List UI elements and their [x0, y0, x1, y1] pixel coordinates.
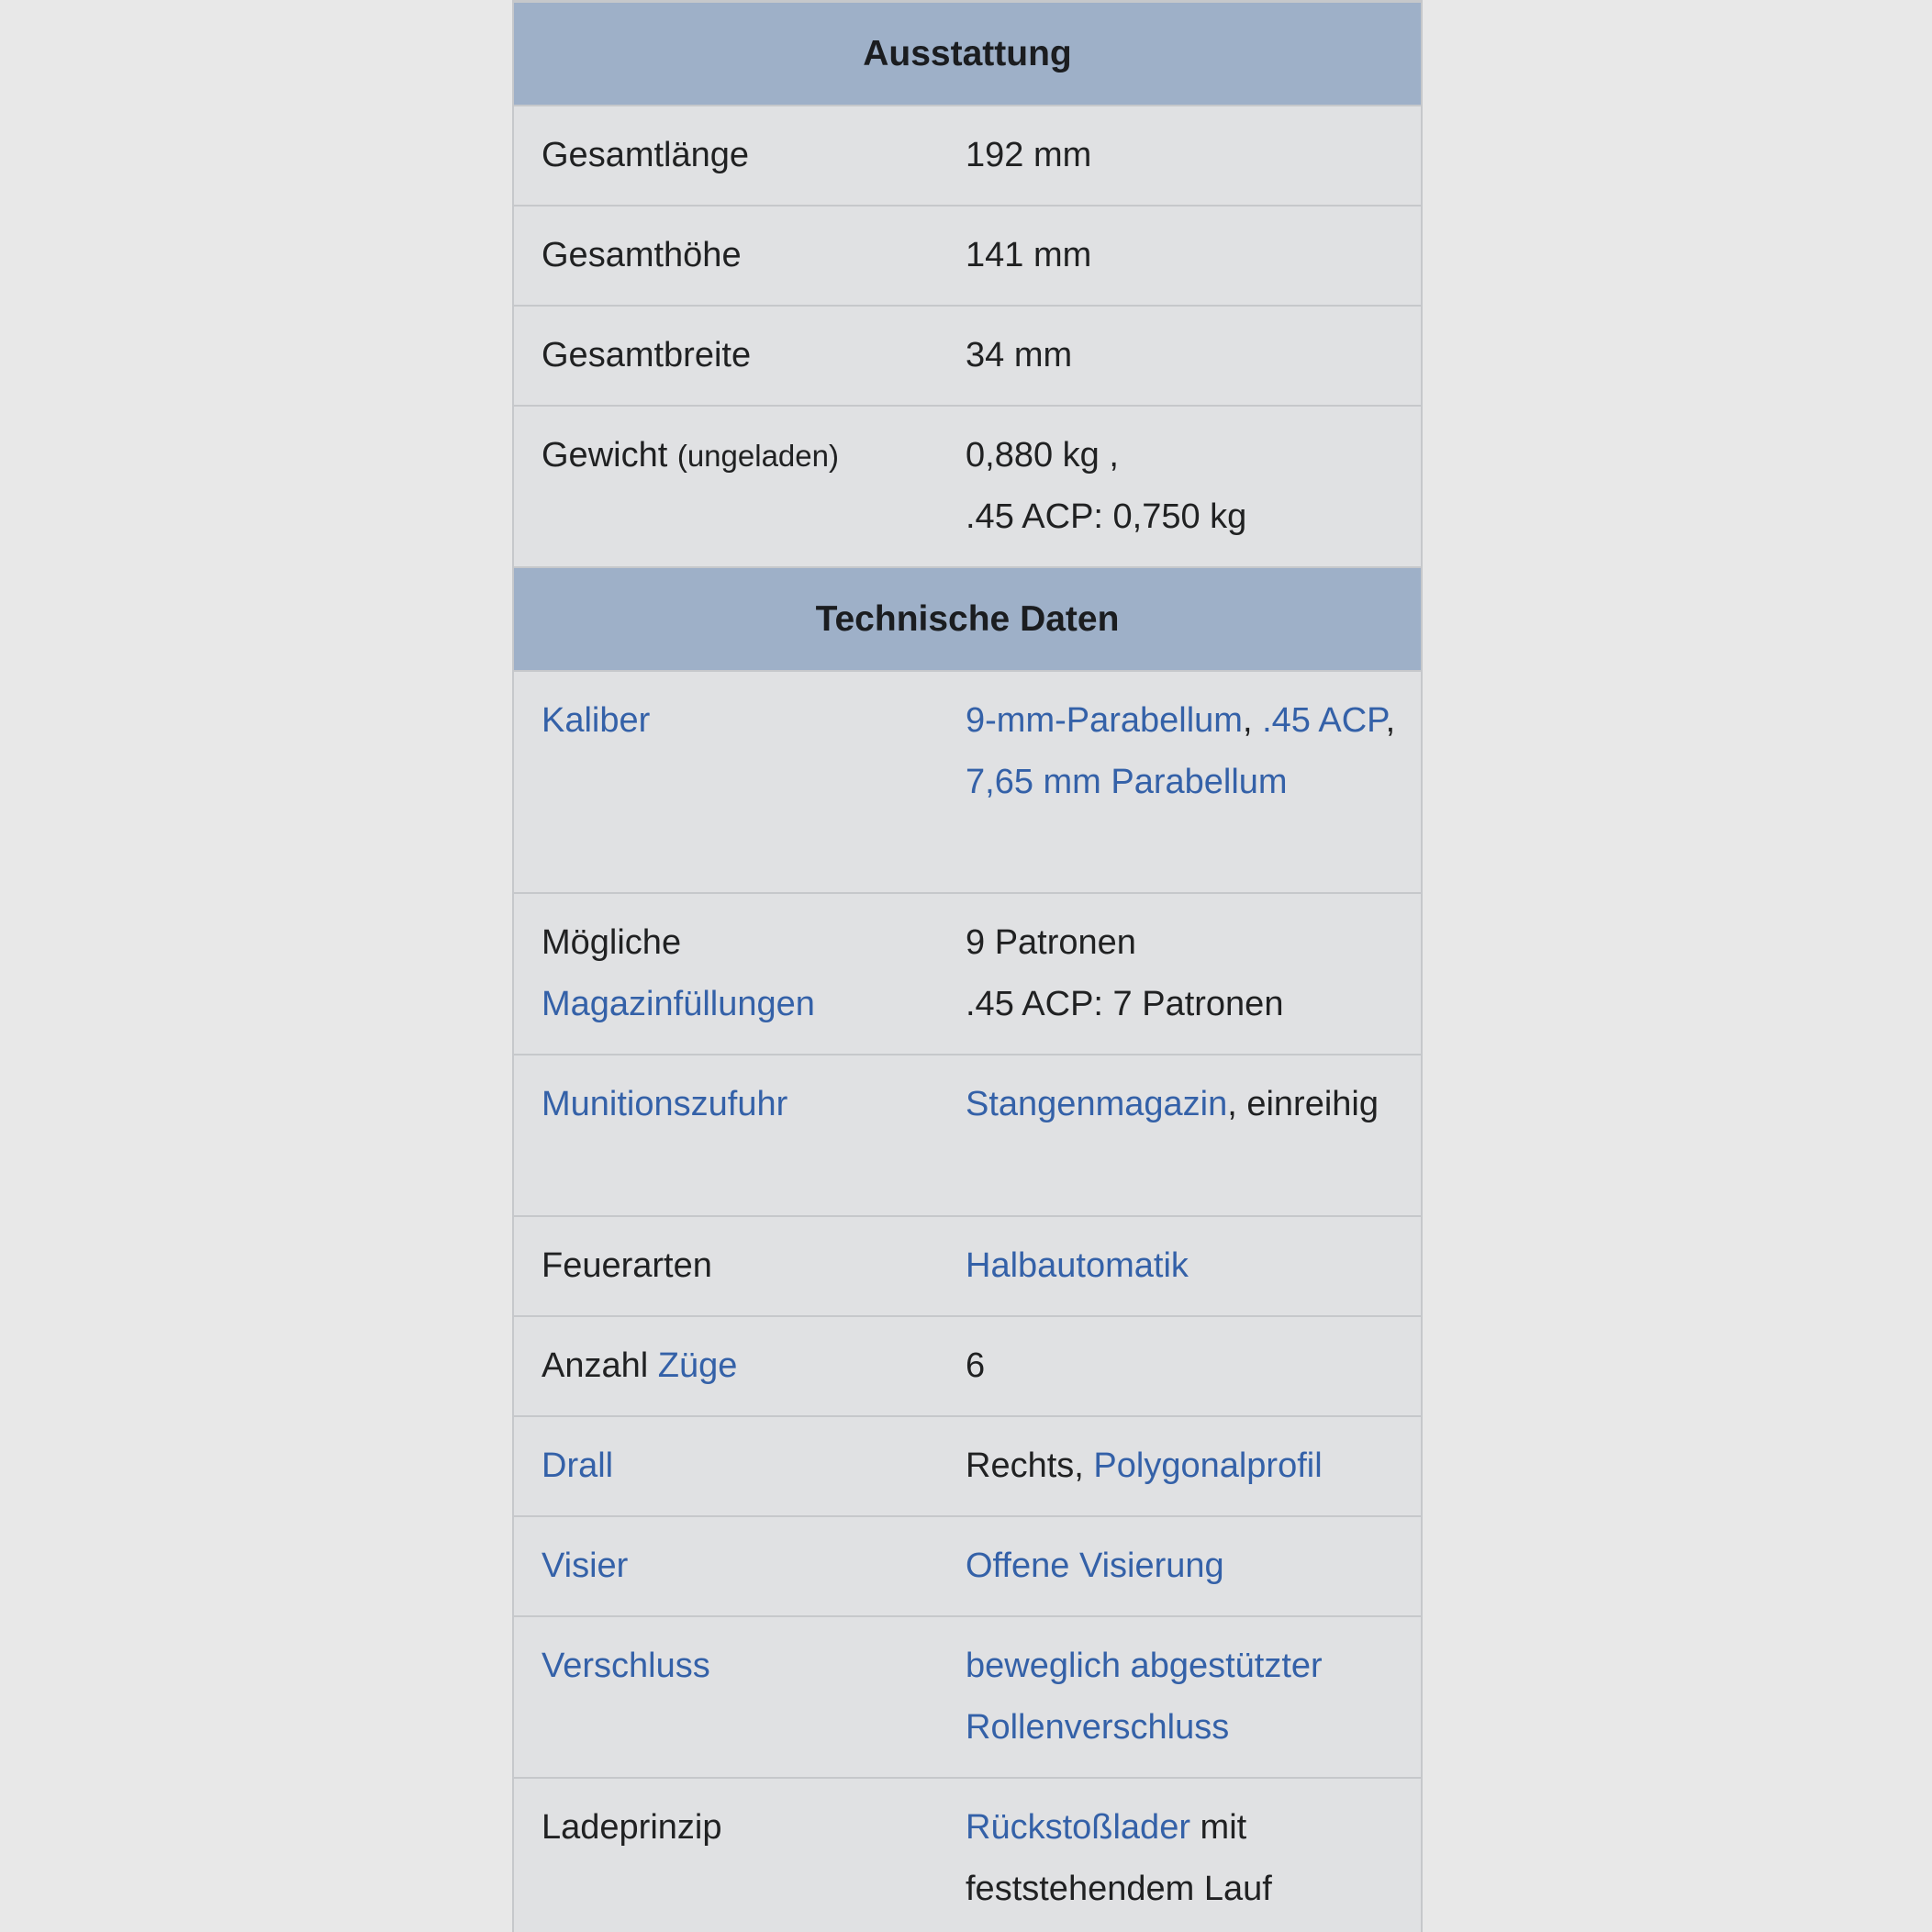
link-verschluss[interactable]: Verschluss: [542, 1647, 710, 1685]
separator: ,: [1385, 701, 1396, 740]
table-row: [513, 106, 1422, 206]
row-label: Feuerarten: [542, 1246, 712, 1285]
table-row: [513, 1778, 1422, 1932]
row-value: 34 mm: [966, 336, 1073, 374]
row-value: Rechts,: [966, 1446, 1084, 1485]
row-value-line: .45 ACP: 0,750 kg: [966, 497, 1247, 536]
link-magazinfuellungen[interactable]: Magazinfüllungen: [542, 985, 815, 1023]
row-value: 6: [966, 1346, 986, 1385]
link-drall[interactable]: Drall: [542, 1446, 614, 1485]
row-label: Ladeprinzip: [542, 1808, 722, 1847]
row-value-line: 9 Patronen: [966, 923, 1136, 962]
section-title-technische-daten: Technische Daten: [513, 567, 1422, 671]
table-row: [513, 406, 1422, 567]
link-rollenverschluss[interactable]: beweglich abgestützter Rollenverschluss: [966, 1647, 1323, 1747]
table-row: [513, 671, 1422, 893]
row-label: Mögliche: [542, 923, 682, 962]
separator: ,: [1242, 701, 1253, 740]
link-munitionszufuhr[interactable]: Munitionszufuhr: [542, 1085, 788, 1123]
link-visier[interactable]: Visier: [542, 1547, 629, 1585]
table-row: [513, 306, 1422, 406]
link-765-parabellum[interactable]: 7,65 mm Parabellum: [966, 763, 1288, 801]
row-label: Gesamtlänge: [542, 136, 750, 174]
link-offene-visierung[interactable]: Offene Visierung: [966, 1547, 1224, 1585]
table-row: [513, 1055, 1422, 1216]
table-row: [513, 893, 1422, 1055]
row-value-rest: mit feststehendem Lauf: [966, 1808, 1272, 1908]
link-stangenmagazin[interactable]: Stangenmagazin: [966, 1085, 1228, 1123]
infobox-table: [512, 0, 1423, 1932]
table-row: [513, 1516, 1422, 1616]
table-row: [513, 1616, 1422, 1778]
row-value: 192 mm: [966, 136, 1092, 174]
section-header-row: [513, 567, 1422, 671]
table-row: [513, 1416, 1422, 1516]
table-row: [513, 1216, 1422, 1316]
link-45-acp[interactable]: .45 ACP: [1262, 701, 1386, 740]
link-halbautomatik[interactable]: Halbautomatik: [966, 1246, 1189, 1285]
row-label: Anzahl: [542, 1346, 649, 1385]
row-value-rest: , einreihig: [1227, 1085, 1379, 1123]
table-row: [513, 1316, 1422, 1416]
row-value: 141 mm: [966, 236, 1092, 274]
table-row: [513, 206, 1422, 306]
link-zuege[interactable]: Züge: [657, 1346, 738, 1385]
row-value-line: 0,880 kg ,: [966, 436, 1119, 475]
section-header-row: [513, 2, 1422, 106]
link-polygonalprofil[interactable]: Polygonalprofil: [1093, 1446, 1323, 1485]
link-9mm-parabellum[interactable]: 9-mm-Parabellum: [966, 701, 1243, 740]
row-label-note: (ungeladen): [676, 439, 839, 473]
link-rueckstosslader[interactable]: Rückstoßlader: [966, 1808, 1190, 1847]
link-kaliber[interactable]: Kaliber: [542, 701, 651, 740]
row-label: Gesamthöhe: [542, 236, 742, 274]
section-title-ausstattung: Ausstattung: [513, 2, 1422, 106]
row-label: Gesamtbreite: [542, 336, 752, 374]
row-value-line: .45 ACP: 7 Patronen: [966, 985, 1284, 1023]
row-label: Gewicht: [542, 436, 668, 475]
